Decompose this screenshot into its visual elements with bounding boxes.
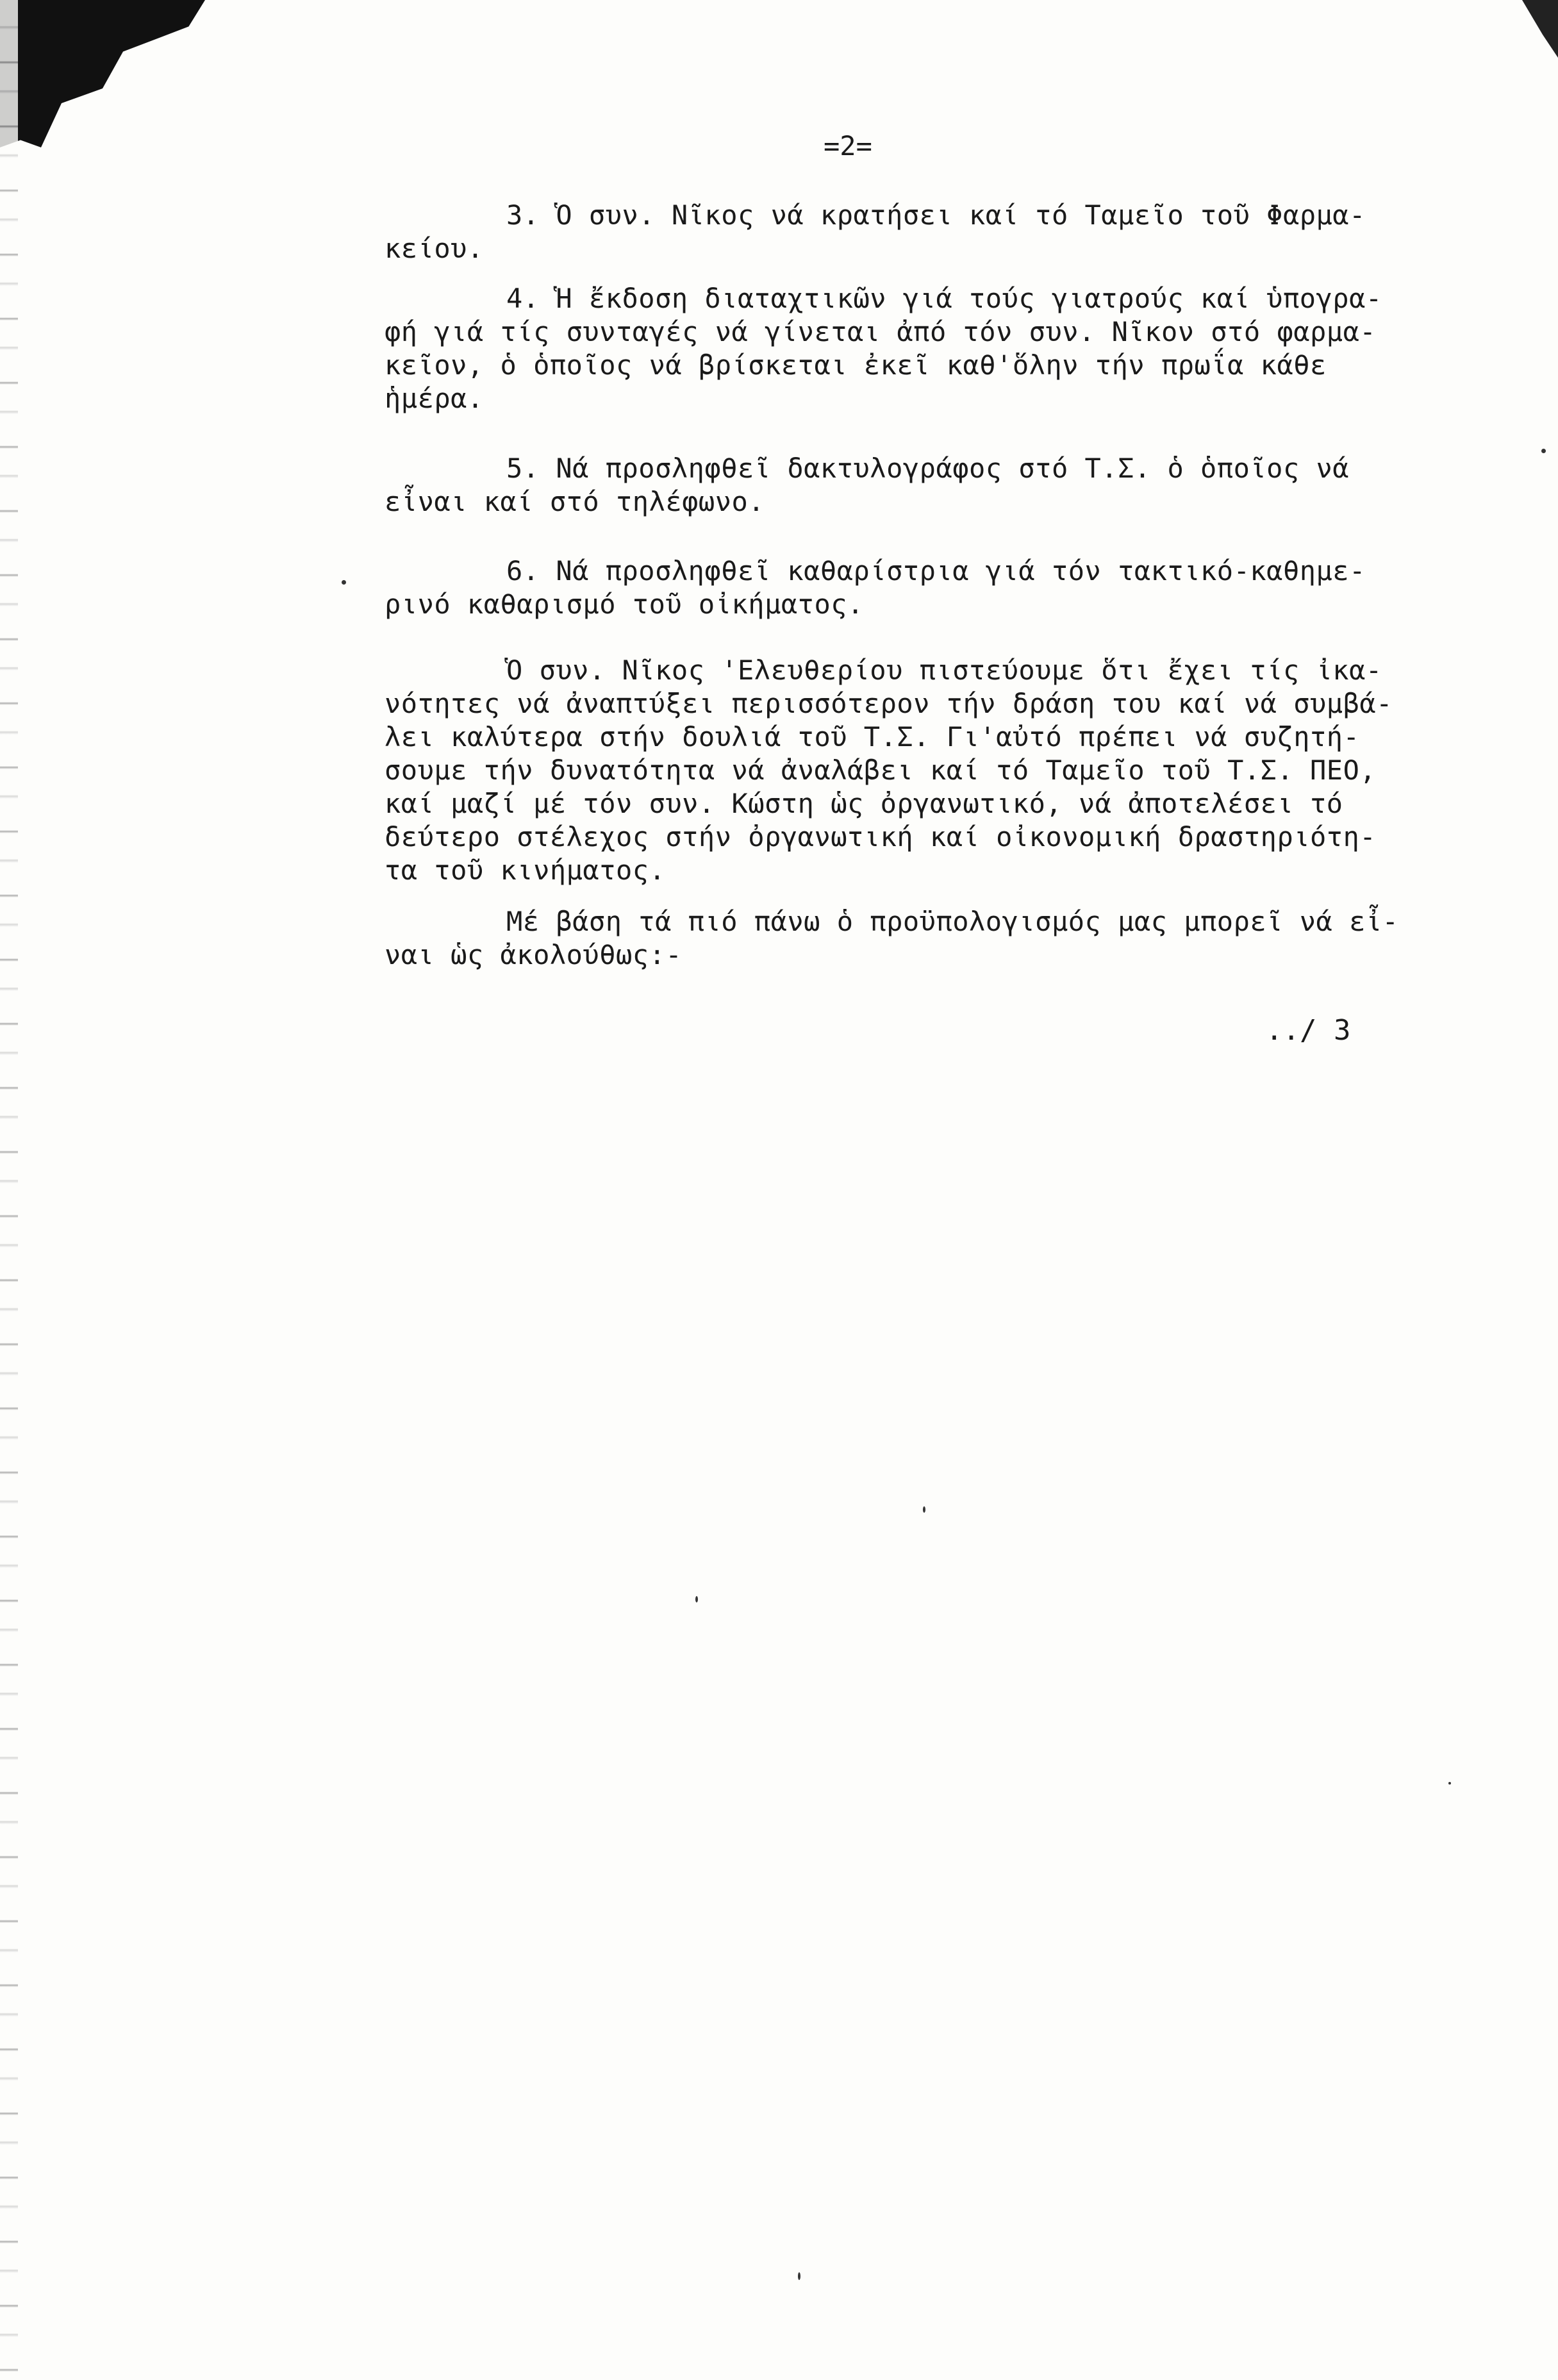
paragraph-item-5 — [385, 452, 1448, 519]
text-line: σουμε τήν δυνατότητα νά ἀναλάβει καί τό Ταμεῖο τοῦ Τ.Σ. ΠΕΟ, — [385, 754, 1377, 786]
scan-speck — [1541, 449, 1546, 453]
text-line: νότητες νά ἀναπτύξει περισσότερον τήν δράση του καί νά συμβά- — [385, 688, 1393, 719]
text-line: Μέ βάση τά πιό πάνω ὁ προϋπολογισμός μας μπορεῖ νά εἶ- — [506, 906, 1399, 937]
scan-speck — [342, 580, 346, 585]
continuation-marker: ../ 3 — [1266, 1014, 1351, 1047]
text-line: φή γιά τίς συνταγές νά γίνεται ἀπό τόν συν. Νῖκον στό φαρμα- — [385, 316, 1377, 347]
paragraph-item-6 — [385, 554, 1448, 621]
text-line: 6. Νά προσληφθεῖ καθαρίστρια γιά τόν τακτικό-καθημε- — [506, 555, 1366, 587]
scan-left-edge — [0, 0, 18, 2380]
text-line: 3. Ὁ συν. Νῖκος νά κρατήσει καί τό Ταμεῖο τοῦ Φαρμα- — [506, 199, 1366, 231]
paragraph-item-4 — [385, 282, 1448, 415]
text-line: ρινό καθαρισμό τοῦ οἰκήματος. — [385, 588, 864, 620]
text-line: 5. Νά προσληφθεῖ δακτυλογράφος στό Τ.Σ. ὁ ὁποῖος νά — [506, 453, 1350, 484]
paragraph-budget-intro — [385, 905, 1448, 972]
text-line: τα τοῦ κινήματος. — [385, 854, 666, 886]
text-line: ναι ὡς ἀκολούθως:- — [385, 939, 683, 970]
page-number: =2= — [824, 130, 872, 162]
text-line: 4. Ἡ ἔκδοση διαταχτικῶν γιά τούς γιατρούς καί ὑπογρα- — [506, 283, 1382, 314]
text-line: λει καλύτερα στήν δουλιά τοῦ Τ.Σ. Γι'αὐτό πρέπει νά συζητή- — [385, 721, 1360, 753]
text-line: κεῖον, ὁ ὁποῖος νά βρίσκεται ἐκεῖ καθ'ὅλην τήν πρωΐα κάθε — [385, 349, 1327, 381]
scan-corner-shadow-right — [1507, 0, 1558, 58]
scan-speck — [923, 1506, 925, 1513]
text-line: κείου. — [385, 233, 484, 264]
paragraph-nikos — [385, 654, 1448, 887]
text-line: εἶναι καί στό τηλέφωνο. — [385, 486, 765, 517]
text-line: ἡμέρα. — [385, 383, 484, 414]
scan-speck — [1448, 1782, 1451, 1785]
text-line: καί μαζί μέ τόν συν. Κώστη ὡς ὀργανωτικό, νά ἀποτελέσει τό — [385, 788, 1343, 819]
text-line: δεύτερο στέλεχος στήν ὀργανωτική καί οἰκονομική δραστηριότη- — [385, 821, 1377, 853]
scan-speck — [798, 2272, 800, 2280]
text-line: Ὁ συν. Νῖκος 'Ελευθερίου πιστεύουμε ὅτι ἔχει τίς ἰκα- — [506, 654, 1382, 686]
scan-corner-shadow — [0, 0, 205, 147]
paragraph-item-3 — [385, 199, 1448, 265]
scan-speck — [695, 1596, 698, 1602]
